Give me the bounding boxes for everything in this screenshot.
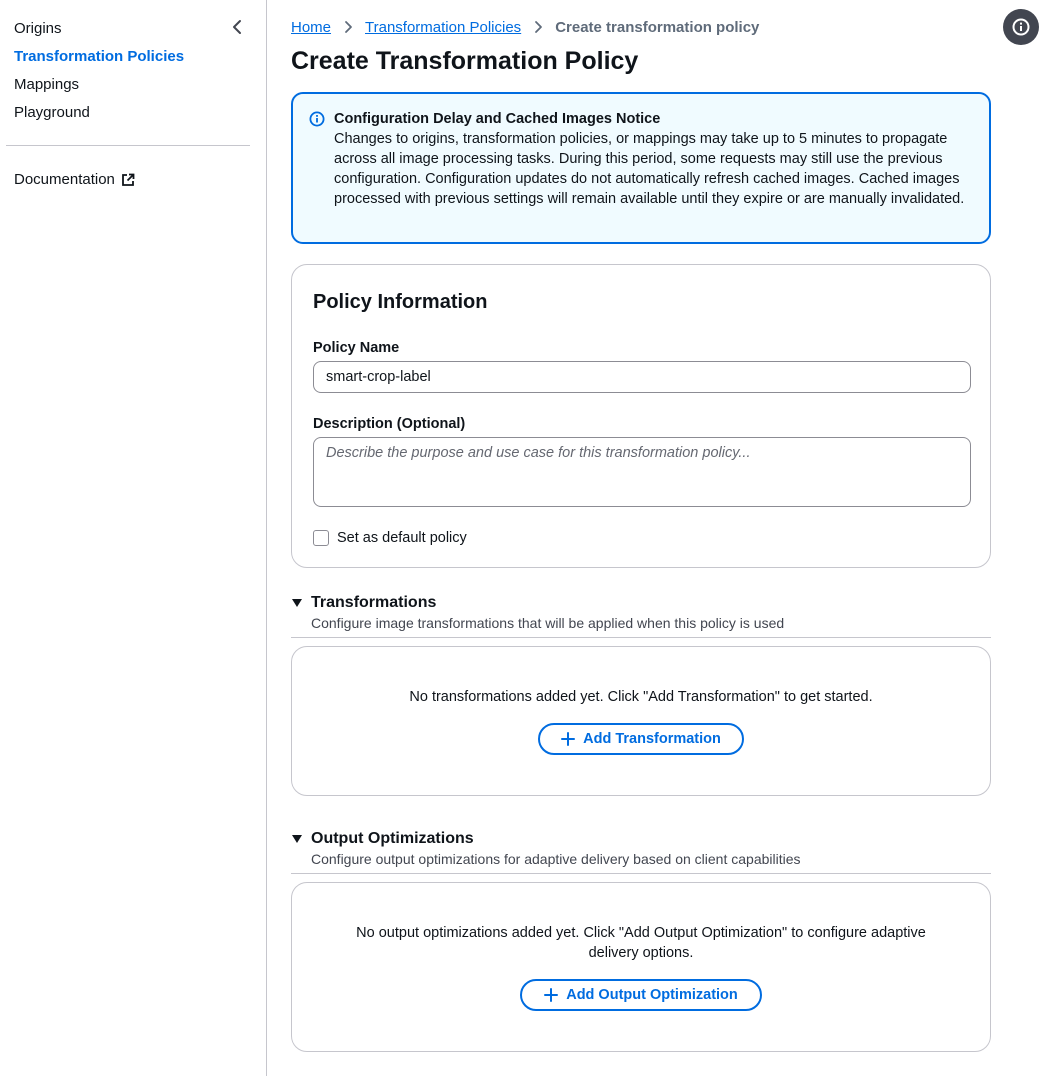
output-optimizations-empty-message-line1: No output optimizations added yet. Click "Add Output Optimization" to configure adaptive: [356, 925, 926, 941]
output-optimizations-toggle[interactable]: [291, 828, 991, 850]
collapse-sidebar-button[interactable]: [228, 18, 246, 36]
plus-icon: [544, 988, 558, 1002]
default-policy-checkbox[interactable]: [313, 530, 329, 546]
breadcrumb-transformation-policies[interactable]: Transformation Policies: [365, 18, 522, 36]
transformations-title: Transformations: [311, 594, 437, 611]
chevron-right-icon: [533, 20, 543, 34]
section-divider: [291, 637, 991, 638]
breadcrumb-current: Create transformation policy: [555, 18, 760, 36]
transformations-section-header: [291, 592, 991, 638]
transformations-description: Configure image transformations that will be applied when this policy is used: [311, 615, 785, 631]
caret-down-icon: [291, 598, 303, 608]
output-optimizations-description: Configure output optimizations for adaptive delivery based on client capabilities: [311, 851, 801, 867]
default-policy-label: Set as default policy: [337, 530, 467, 546]
documentation-label: Documentation: [14, 171, 115, 188]
chevron-left-icon: [231, 19, 243, 35]
sidebar-item-origins[interactable]: Origins: [14, 20, 62, 37]
info-icon: [309, 111, 325, 132]
sidebar-divider: [6, 145, 250, 146]
sidebar-item-playground[interactable]: Playground: [14, 104, 90, 121]
output-optimizations-title: Output Optimizations: [311, 830, 474, 847]
info-icon: [1011, 17, 1031, 37]
policy-information-title: Policy Information: [313, 291, 488, 313]
sidebar: [0, 0, 267, 1076]
caret-down-icon: [291, 834, 303, 844]
default-policy-checkbox-row[interactable]: [313, 528, 467, 548]
add-output-optimization-label: Add Output Optimization: [566, 987, 738, 1003]
output-optimizations-card: [291, 882, 991, 1052]
add-transformation-label: Add Transformation: [583, 731, 721, 747]
page-title: Create Transformation Policy: [291, 47, 639, 75]
sidebar-item-mappings[interactable]: Mappings: [14, 76, 80, 93]
sidebar-nav: [14, 15, 254, 127]
notice-alert: [291, 92, 991, 244]
notice-title: Configuration Delay and Cached Images Notice: [334, 111, 661, 127]
documentation-link[interactable]: [14, 166, 135, 194]
output-optimizations-section-header: [291, 828, 991, 874]
help-button[interactable]: [1003, 9, 1039, 45]
plus-icon: [561, 732, 575, 746]
description-field-wrapper: [292, 437, 992, 507]
description-label: Description (Optional): [313, 416, 466, 432]
transformations-empty-message: No transformations added yet. Click "Add Transformation" to get started.: [409, 689, 873, 705]
breadcrumb-home[interactable]: Home: [291, 18, 332, 36]
output-optimizations-empty-message-line2: delivery options.: [588, 945, 694, 961]
transformations-card: [291, 646, 991, 796]
add-output-optimization-button[interactable]: [520, 979, 762, 1011]
breadcrumb: [291, 16, 759, 38]
add-transformation-button[interactable]: [538, 723, 744, 755]
external-link-icon: [121, 173, 135, 187]
transformations-toggle[interactable]: [291, 592, 991, 614]
section-divider: [291, 873, 991, 874]
notice-body: Changes to origins, transformation policies, or mappings may take up to 5 minutes to propagate across all image processing tasks. During this period, some requests may still use the previous configuration. Configuration updates do not automatically refresh cached images. Cached images processed with previous settings will remain available until they expire or are manually invalidated.: [334, 131, 965, 207]
policy-name-input[interactable]: [313, 361, 971, 393]
chevron-right-icon: [343, 20, 353, 34]
policy-information-card: [291, 264, 991, 568]
description-textarea[interactable]: [313, 437, 971, 507]
sidebar-item-transformation-policies[interactable]: Transformation Policies: [14, 48, 185, 65]
policy-name-label: Policy Name: [313, 340, 400, 356]
